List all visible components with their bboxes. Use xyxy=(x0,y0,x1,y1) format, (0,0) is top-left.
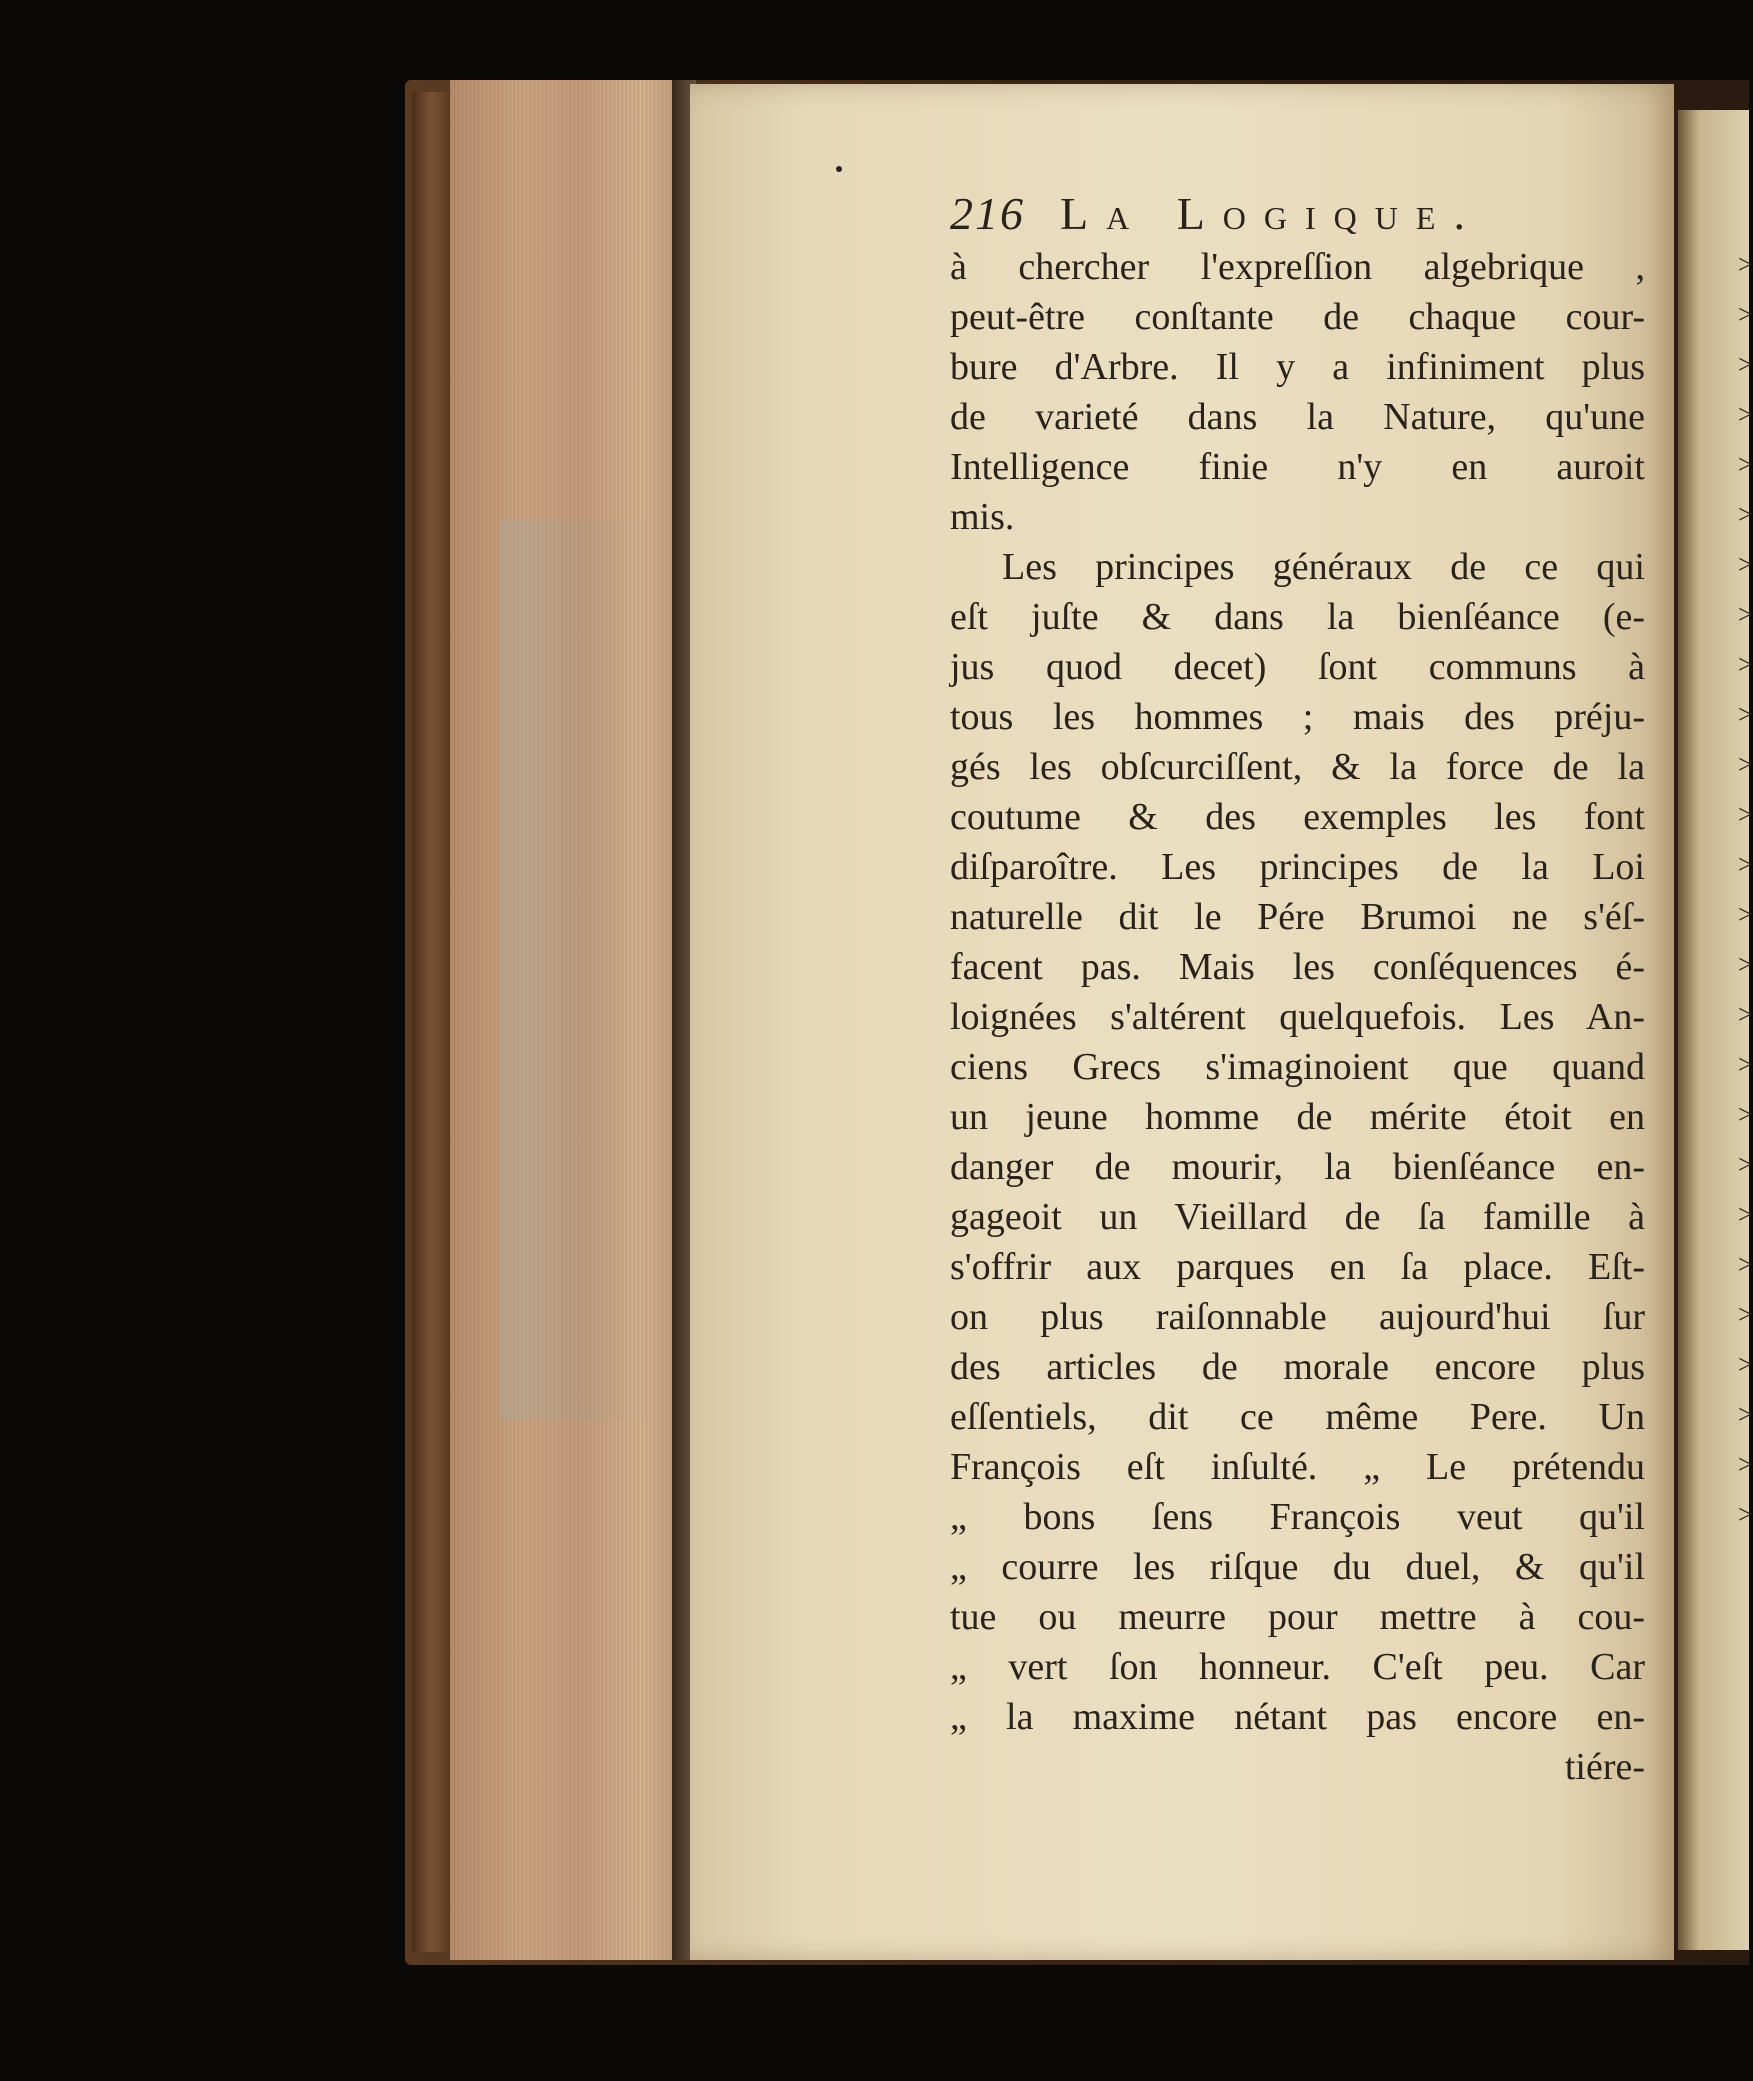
next-page-text-fragments xyxy=(1738,240,1753,1540)
text-line: mis. xyxy=(950,496,1015,538)
next-page-fragment: > xyxy=(1738,950,1753,979)
text-line: gageoit un Vieillard de ſa famille à xyxy=(950,1196,1645,1238)
next-page-fragment: > xyxy=(1738,1050,1753,1079)
next-page-fragment: > xyxy=(1738,700,1753,729)
next-page-fragment: > xyxy=(1738,900,1753,929)
page-edge-discoloration xyxy=(500,520,650,1420)
next-page-fragment: > xyxy=(1738,600,1753,629)
text-line: Les principes généraux de ce qui xyxy=(1002,546,1645,588)
running-head xyxy=(950,186,1645,242)
next-page-fragment: > xyxy=(1738,400,1753,429)
text-line: tue ou meurre pour mettre à cou- xyxy=(950,1596,1645,1638)
binding-edge xyxy=(412,92,450,1952)
text-line: s'offrir aux parques en ſa place. Eſt- xyxy=(950,1246,1645,1288)
text-line: de varieté dans la Nature, qu'une xyxy=(950,396,1645,438)
text-line: facent pas. Mais les conſéquences é- xyxy=(950,946,1645,988)
next-page-fragment: > xyxy=(1738,1350,1753,1379)
page-number: 216 xyxy=(950,188,1025,239)
text-line: peut-être conſtante de chaque cour- xyxy=(950,296,1645,338)
next-page-fragment: > xyxy=(1738,500,1753,529)
text-line: diſparoître. Les principes de la Loi xyxy=(950,846,1645,888)
next-page-fragment: > xyxy=(1738,1000,1753,1029)
next-page-fragment: > xyxy=(1738,1500,1753,1529)
running-title: La Logique. xyxy=(1060,188,1483,239)
next-page-fragment: > xyxy=(1738,1450,1753,1479)
text-line: ciens Grecs s'imaginoient que quand xyxy=(950,1046,1645,1088)
text-line: eſt juſte & dans la bienſéance (e- xyxy=(950,596,1645,638)
text-line: bure d'Arbre. Il y a infiniment plus xyxy=(950,346,1645,388)
text-line: „ courre les riſque du duel, & qu'il xyxy=(950,1546,1645,1588)
next-page-fragment: > xyxy=(1738,1100,1753,1129)
text-line: Intelligence finie n'y en auroit xyxy=(950,446,1645,488)
text-line: on plus raiſonnable aujourd'hui ſur xyxy=(950,1296,1645,1338)
next-page-fragment: > xyxy=(1738,750,1753,779)
text-line: un jeune homme de mérite étoit en xyxy=(950,1096,1645,1138)
text-line: des articles de morale encore plus xyxy=(950,1346,1645,1388)
text-line: gés les obſcurciſſent, & la force de la xyxy=(950,746,1645,788)
text-line: naturelle dit le Pére Brumoi ne s'éſ- xyxy=(950,896,1645,938)
next-page-fragment: > xyxy=(1738,1400,1753,1429)
next-page-fragment: > xyxy=(1738,450,1753,479)
text-line: danger de mourir, la bienſéance en- xyxy=(950,1146,1645,1188)
text-line: „ la maxime nétant pas encore en- xyxy=(950,1696,1645,1738)
text-line: eſſentiels, dit ce même Pere. Un xyxy=(950,1396,1645,1438)
text-line: François eſt inſulté. „ Le prétendu xyxy=(950,1446,1645,1488)
next-page-fragment: > xyxy=(1738,1200,1753,1229)
next-page-fragment: > xyxy=(1738,800,1753,829)
next-page-fragment: > xyxy=(1738,250,1753,279)
text-line: tous les hommes ; mais des préju- xyxy=(950,696,1645,738)
text-line: „ bons ſens François veut qu'il xyxy=(950,1496,1645,1538)
text-line: tiére- xyxy=(1564,1746,1645,1788)
text-line: „ vert ſon honneur. C'eſt peu. Car xyxy=(950,1646,1645,1688)
text-line: jus quod decet) ſont communs à xyxy=(950,646,1645,688)
next-page-fragment: > xyxy=(1738,850,1753,879)
next-page-fragment: > xyxy=(1738,300,1753,329)
page-text xyxy=(950,186,1645,1792)
next-page-fragment: > xyxy=(1738,650,1753,679)
text-line: à chercher l'expreſſion algebrique , xyxy=(950,246,1645,288)
next-page-fragment: > xyxy=(1738,350,1753,379)
next-page-fragment: > xyxy=(1738,1250,1753,1279)
next-page-fragment: > xyxy=(1738,550,1753,579)
text-line: coutume & des exemples les font xyxy=(950,796,1645,838)
ink-spot xyxy=(836,166,842,172)
next-page-fragment: > xyxy=(1738,1150,1753,1179)
text-line: loignées s'altérent quelquefois. Les An- xyxy=(950,996,1645,1038)
next-page-fragment: > xyxy=(1738,1300,1753,1329)
